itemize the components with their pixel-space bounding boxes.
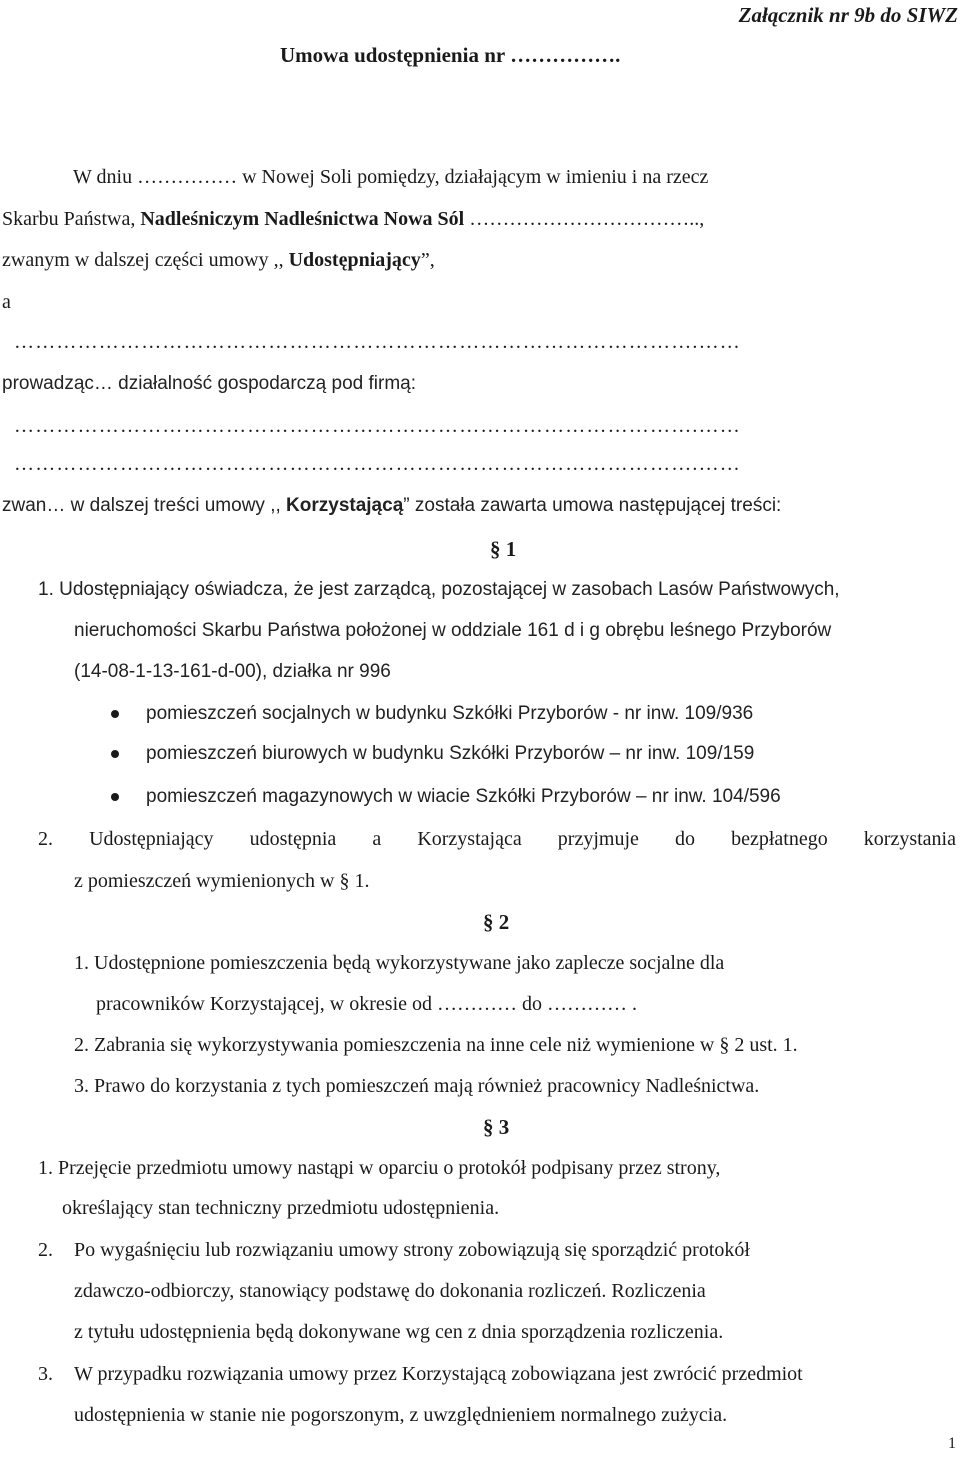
contract-title: Umowa udostępnienia nr …………….	[280, 43, 621, 67]
bullet-icon	[111, 750, 119, 758]
section-1-heading: § 1	[490, 537, 517, 561]
s1-p1-line-3: (14-08-1-13-161-d-00), działka nr 996	[74, 661, 391, 682]
s3-p1-line-1: 1. Przejęcie przedmiotu umowy nastąpi w oparciu o protokół podpisany przez strony,	[38, 1157, 721, 1179]
s2-p1-line-1: 1. Udostępnione pomieszczenia będą wykorzystywane jako zaplecze socjalne dla	[74, 952, 725, 974]
bullet-icon	[111, 710, 119, 718]
s3-p3-number: 3.	[38, 1363, 53, 1385]
intro-line-1: W dniu …………… w Nowej Soli pomiędzy, działającym w imieniu i na rzecz	[73, 166, 709, 188]
annex-label: Załącznik nr 9b do SIWZ	[738, 3, 958, 27]
s2-p3: 3. Prawo do korzystania z tych pomieszczeń mają również pracownicy Nadleśnictwa.	[74, 1075, 760, 1097]
s3-p2-line-3: z tytułu udostępnienia będą dokonywane wg cen z dnia sporządzenia rozliczenia.	[74, 1321, 724, 1343]
s1-p2-line-1: 2. Udostępniający udostępnia a Korzystająca przyjmuje do bezpłatnego korzystania	[38, 828, 956, 850]
section-3-heading: § 3	[483, 1115, 510, 1139]
section-2-heading: § 2	[483, 910, 510, 934]
s2-p2: 2. Zabrania się wykorzystywania pomieszczenia na inne cele niż wymienione w § 2 ust. 1.	[74, 1034, 798, 1056]
s3-p2-number: 2.	[38, 1239, 53, 1261]
s3-p3-line-2: udostępnienia w stanie nie pogorszonym, z uwzględnieniem normalnego zużycia.	[74, 1404, 728, 1426]
intro-line-2: Skarbu Państwa, Nadleśniczym Nadleśnictwa Nowa Sól ……………………………..,	[2, 208, 705, 230]
s3-p2-line-2: zdawczo-odbiorczy, stanowiący podstawę do dokonania rozliczeń. Rozliczenia	[74, 1280, 706, 1302]
s3-p3-line-1: W przypadku rozwiązania umowy przez Korzystającą zobowiązana jest zwrócić przedmiot	[74, 1363, 803, 1385]
s1-p1-line-1: 1. Udostępniający oświadcza, że jest zarządcą, pozostającej w zasobach Lasów Państwowych,	[38, 579, 840, 600]
s1-p2-line-2: z pomieszczeń wymienionych w § 1.	[74, 870, 370, 892]
s1-bullet-3: pomieszczeń magazynowych w wiacie Szkółki Przyborów – nr inw. 104/596	[146, 786, 781, 807]
intro-line-9: zwan… w dalszej treści umowy ,, Korzystającą” została zawarta umowa następującej treści:	[2, 495, 782, 516]
business-line: prowadząc… działalność gospodarczą pod firmą:	[2, 373, 416, 394]
s1-bullet-2: pomieszczeń biurowych w budynku Szkółki Przyborów – nr inw. 109/159	[146, 743, 755, 764]
page-number: 1	[948, 1435, 956, 1452]
intro-line-3: zwanym w dalszej części umowy ,, Udostępniający”,	[2, 249, 435, 271]
bullet-icon	[111, 793, 119, 801]
contractor-name-blank: …………………………………………………………………………………….……	[14, 331, 741, 353]
intro-line-4: a	[2, 291, 11, 313]
s2-p1-line-2: pracowników Korzystającej, w okresie od ………… do ………… .	[96, 993, 637, 1015]
s3-p2-line-1: Po wygaśnięciu lub rozwiązaniu umowy strony zobowiązują się sporządzić protokół	[74, 1239, 750, 1261]
firm-name-blank-2: …………………………………………………………………………………….……	[14, 453, 741, 475]
s3-p1-line-2: określający stan techniczny przedmiotu udostępnienia.	[62, 1197, 500, 1219]
s1-bullet-1: pomieszczeń socjalnych w budynku Szkółki Przyborów - nr inw. 109/936	[146, 703, 754, 724]
s1-p1-line-2: nieruchomości Skarbu Państwa położonej w oddziale 161 d i g obrębu leśnego Przyborów	[74, 620, 832, 641]
firm-name-blank-1: …………………………………………………………………………………….……	[14, 415, 741, 437]
